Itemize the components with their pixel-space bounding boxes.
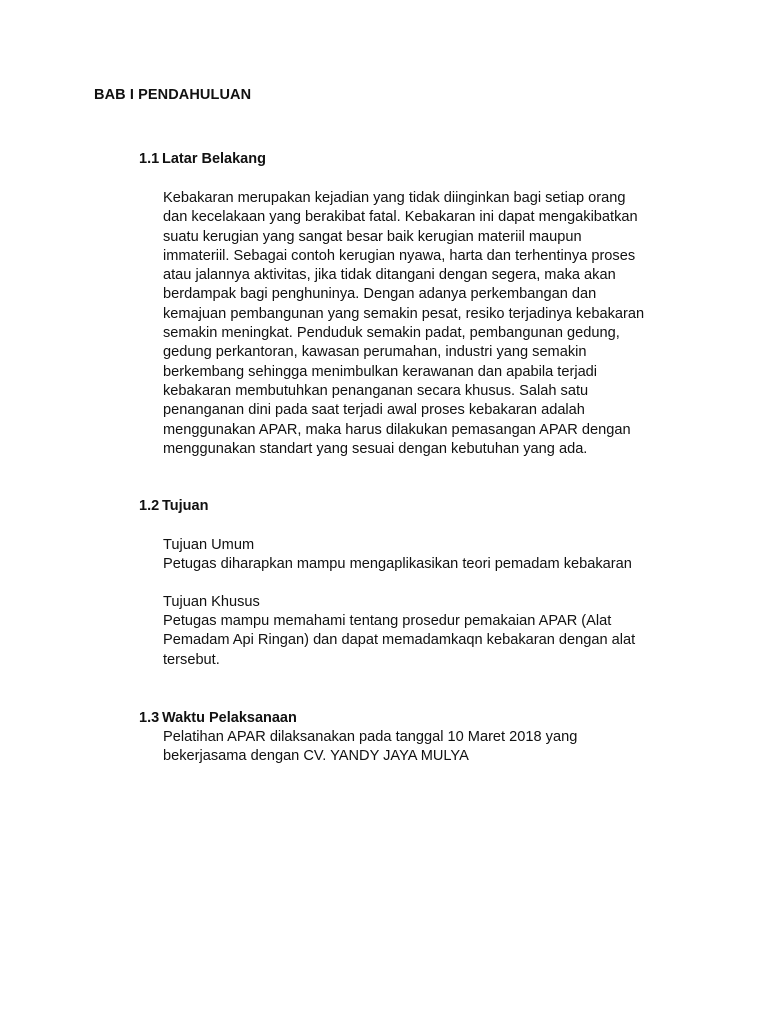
paragraph-line: kebakaran membutuhkan penanganan secara khusus. Salah satu [163,382,589,399]
paragraph-line: semakin meningkat. Penduduk semakin padat, pembangunan gedung, [163,325,620,342]
tujuan-umum-text [163,555,683,574]
tujuan-umum-label: Tujuan Umum [163,537,255,553]
paragraph-line: tersebut. [163,651,220,668]
paragraph-line: berkembang sehingga menimbulkan kerawanan dan apabila terjadi [163,363,598,380]
tujuan-khusus-text [163,612,683,670]
section-heading-waktu-pelaksanaan [139,710,297,726]
paragraph-line: Kebakaran merupakan kejadian yang tidak diinginkan bagi setiap orang [163,190,626,206]
section-number: 1.3 [139,710,160,726]
tujuan-khusus-label: Tujuan Khusus [163,594,260,610]
paragraph-line: penanganan dini pada saat terjadi awal proses kebakaran adalah [163,402,585,419]
paragraph-line: Pemadam Api Ringan) dan dapat memadamkaqn kebakaran dengan alat [163,632,636,649]
chapter-title: BAB I PENDAHULUAN [94,87,252,103]
paragraph-line: menggunakan APAR, maka harus dilakukan pemasangan APAR dengan [163,421,631,438]
paragraph-line: immateriil. Sebagai contoh kerugian nyawa, harta dan terhentinya proses [163,247,636,264]
paragraph-line: Petugas diharapkan mampu mengaplikasikan teori pemadam kebakaran [163,556,632,572]
latar-belakang-paragraph [163,189,683,459]
paragraph-line: Petugas mampu memahami tentang prosedur pemakaian APAR (Alat [163,613,612,629]
waktu-pelaksanaan-paragraph [163,728,683,767]
paragraph-line: berdampak bagi penghuninya. Dengan adanya perkembangan dan [163,286,597,303]
paragraph-line: dan kecelakaan yang berakibat fatal. Kebakaran ini dapat mengakibatkan [163,209,638,226]
paragraph-line: bekerjasama dengan CV. YANDY JAYA MULYA [163,748,469,765]
paragraph-line: gedung perkantoran, kawasan perumahan, industri yang semakin [163,344,587,361]
paragraph-line: kemajuan pembangunan yang semakin pesat, resiko terjadinya kebakaran [163,305,645,322]
section-title: Waktu Pelaksanaan [162,710,297,726]
section-title: Latar Belakang [162,151,266,167]
section-heading-tujuan [139,498,208,514]
paragraph-line: menggunakan standart yang sesuai dengan kebutuhan yang ada. [163,440,588,457]
section-title: Tujuan [162,498,209,514]
section-number: 1.2 [139,498,160,514]
section-heading-latar-belakang [139,151,266,167]
section-number: 1.1 [139,151,160,167]
paragraph-line: atau jalannya aktivitas, jika tidak ditangani dengan segera, maka akan [163,267,616,284]
paragraph-line: Pelatihan APAR dilaksanakan pada tanggal 10 Maret 2018 yang [163,729,578,745]
paragraph-line: suatu kerugian yang sangat besar baik kerugian materiil maupun [163,228,582,245]
